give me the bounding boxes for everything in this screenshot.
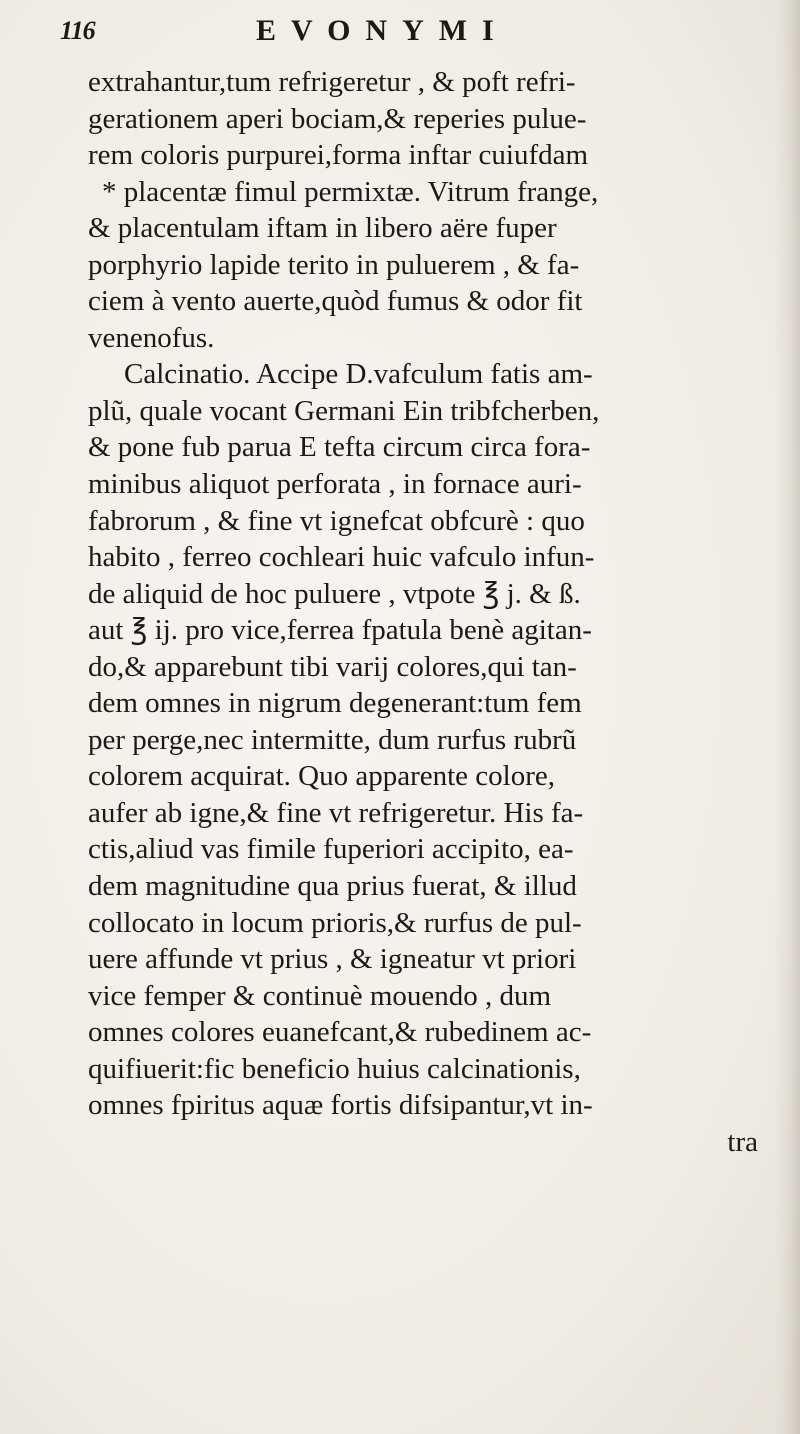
page-header — [60, 14, 760, 56]
text-line: collocato in locum prioris,& rurfus de pul- — [88, 906, 582, 939]
catchword: tra — [727, 1125, 758, 1158]
text-line: aut ℥ ij. pro vice,ferrea fpatula benè agitan- — [88, 614, 592, 647]
text-line: ctis,aliud vas fimile fuperiori accipito, ea- — [88, 833, 574, 866]
text-line: Calcinatio. Accipe D.vafculum fatis am- — [124, 358, 593, 391]
page-number: 116 — [60, 16, 95, 45]
running-head: EVONYMI — [256, 14, 509, 47]
text-line: & placentulam iftam in libero aëre fuper — [88, 212, 557, 245]
text-line: dem magnitudine qua prius fuerat, & illud — [88, 870, 577, 903]
text-line: per perge,nec intermitte, dum rurfus rubrũ — [88, 723, 577, 756]
text-line: omnes fpiritus aquæ fortis difsipantur,vt in- — [88, 1089, 593, 1122]
text-line: & pone fub parua E tefta circum circa fora- — [88, 431, 591, 464]
text-line: vice femper & continuè mouendo , dum — [88, 979, 552, 1012]
text-line: fabrorum , & fine vt ignefcat obfcurè : quo — [88, 504, 585, 537]
body-text — [88, 64, 778, 1160]
text-line: venenofus. — [88, 321, 215, 354]
text-line: colorem acquirat. Quo apparente colore, — [88, 760, 556, 793]
text-line: * placentæ fimul permixtæ. Vitrum frange, — [102, 175, 599, 208]
text-line: habito , ferreo cochleari huic vafculo infun- — [88, 541, 595, 574]
text-line: gerationem aperi bociam,& reperies pulue- — [88, 102, 587, 135]
text-line: dem omnes in nigrum degenerant:tum fem — [88, 687, 582, 720]
text-line: porphyrio lapide terito in puluerem , & fa- — [88, 248, 580, 281]
text-line: aufer ab igne,& fine vt refrigeretur. His fa- — [88, 796, 584, 829]
text-line: quifiuerit:fic beneficio huius calcinationis, — [88, 1052, 581, 1085]
text-line: omnes colores euanefcant,& rubedinem ac- — [88, 1016, 592, 1049]
text-line: uere affunde vt prius , & igneatur vt priori — [88, 943, 577, 976]
text-line: de aliquid de hoc puluere , vtpote ℥ j. & ß. — [88, 577, 581, 610]
text-line: do,& apparebunt tibi varij colores,qui tan- — [88, 650, 577, 683]
text-line: rem coloris purpurei,forma inftar cuiufdam — [88, 139, 589, 172]
text-line: ciem à vento auerte,quòd fumus & odor fit — [88, 285, 583, 318]
text-line: extrahantur,tum refrigeretur , & poft refri- — [88, 66, 576, 98]
text-line: minibus aliquot perforata , in fornace auri- — [88, 468, 582, 501]
text-line: plũ, quale vocant Germani Ein tribfcherben, — [88, 394, 600, 427]
